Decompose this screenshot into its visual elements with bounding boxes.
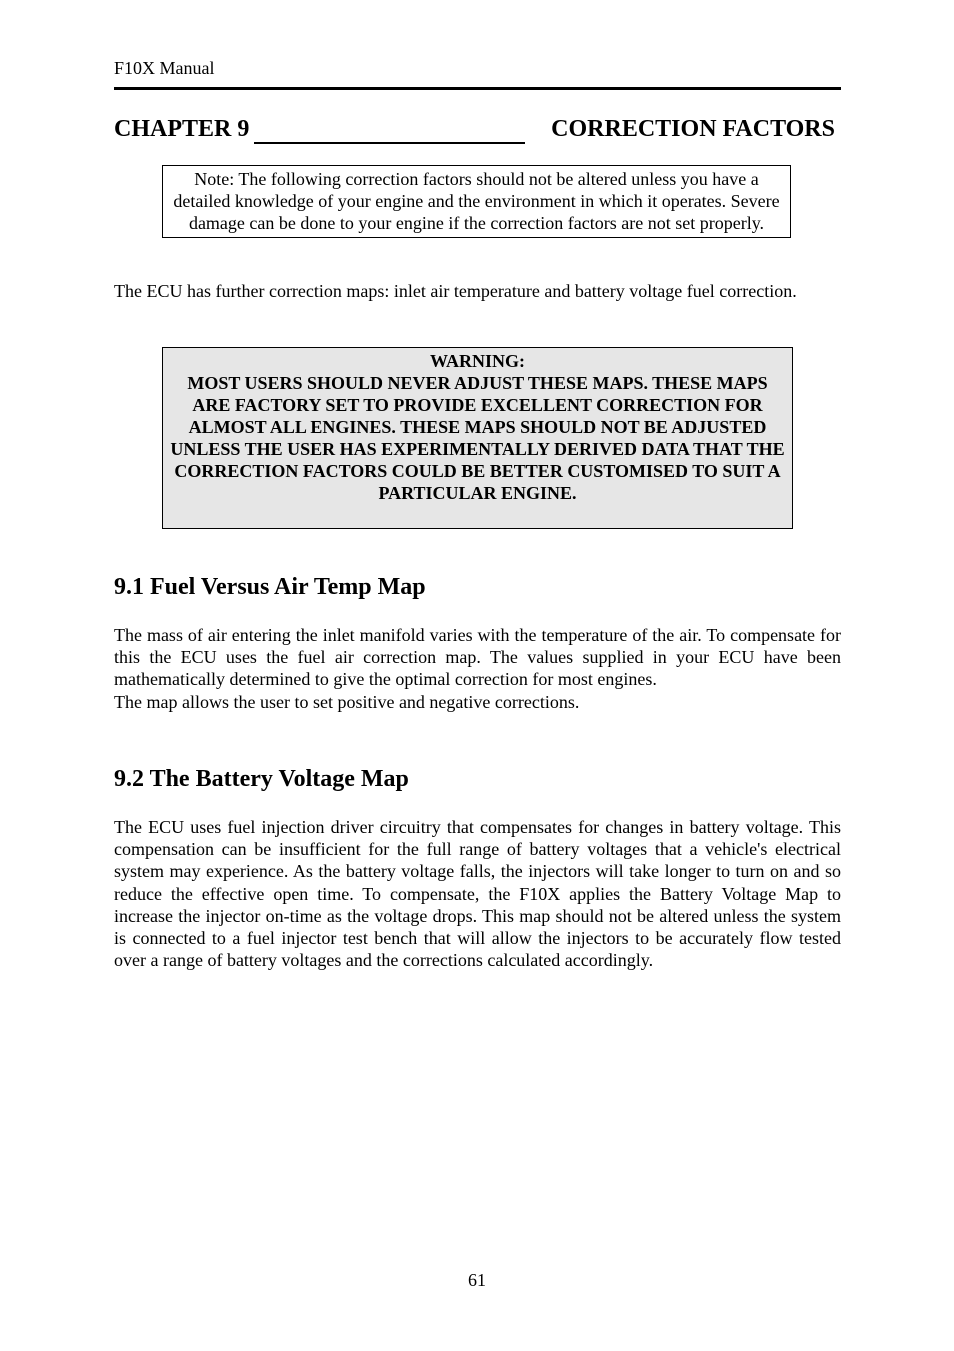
section-fuel-air-temp-text-1: The mass of air entering the inlet manifold varies with the temperature of the air. To compensate for this the ECU uses the fuel air correction map. The values supplied in your ECU have been mathematically determined to give the optimal correction for most engines. [114,625,841,690]
running-header: F10X Manual [114,58,215,78]
section-battery-voltage-paragraph: The ECU uses fuel injection driver circuitry that compensates for changes in battery voltage. This compensation can be insufficient for the full range of battery voltages that a vehicle's electrical system may experience. As the battery voltage falls, the injectors will take longer to turn on and so reduce the effective open time. To compensate, the F10X applies the Battery Voltage Map to increase the injector on-time as the voltage drops. This map should not be altered unless the system is connected to a fuel injector test bench that will allow the injectors to be accurately flow tested over a range of battery voltages and the corrections calculated accordingly. [114,817,841,971]
warning-label: WARNING: [429,351,525,371]
page-number: 61 [468,1270,486,1290]
section-heading-battery-voltage: 9.2 The Battery Voltage Map [114,766,409,792]
section-fuel-air-temp-text-2: The map allows the user to set positive and negative corrections. [114,691,580,712]
chapter-number: CHAPTER 9 [114,116,250,142]
warning-box [162,347,793,529]
intro-paragraph: The ECU has further correction maps: inlet air temperature and battery voltage fuel correction. [114,281,797,301]
chapter-heading-underline [254,142,525,144]
section-fuel-air-temp-paragraph [114,624,841,713]
note-box [162,165,791,238]
warning-text: MOST USERS SHOULD NEVER ADJUST THESE MAPS. THESE MAPS ARE FACTORY SET TO PROVIDE EXCELLENT CORRECTION FOR ALMOST ALL ENGINES. THESE MAPS SHOULD NOT BE ADJUSTED UNLESS THE USER HAS EXPERIMENTALLY DERIVED DATA THAT THE CORRECTION FACTORS COULD BE BETTER CUSTOMISED TO SUIT A PARTICULAR ENGINE. [170,373,785,503]
header-rule [114,87,841,90]
note-text: Note: The following correction factors should not be altered unless you have a detailed knowledge of your engine and the environment in which it operates. Severe damage can be done to your engine if the correction factors are not set properly. [173,169,780,233]
section-heading-fuel-air-temp: 9.1 Fuel Versus Air Temp Map [114,574,426,600]
chapter-title: CORRECTION FACTORS [551,116,835,142]
